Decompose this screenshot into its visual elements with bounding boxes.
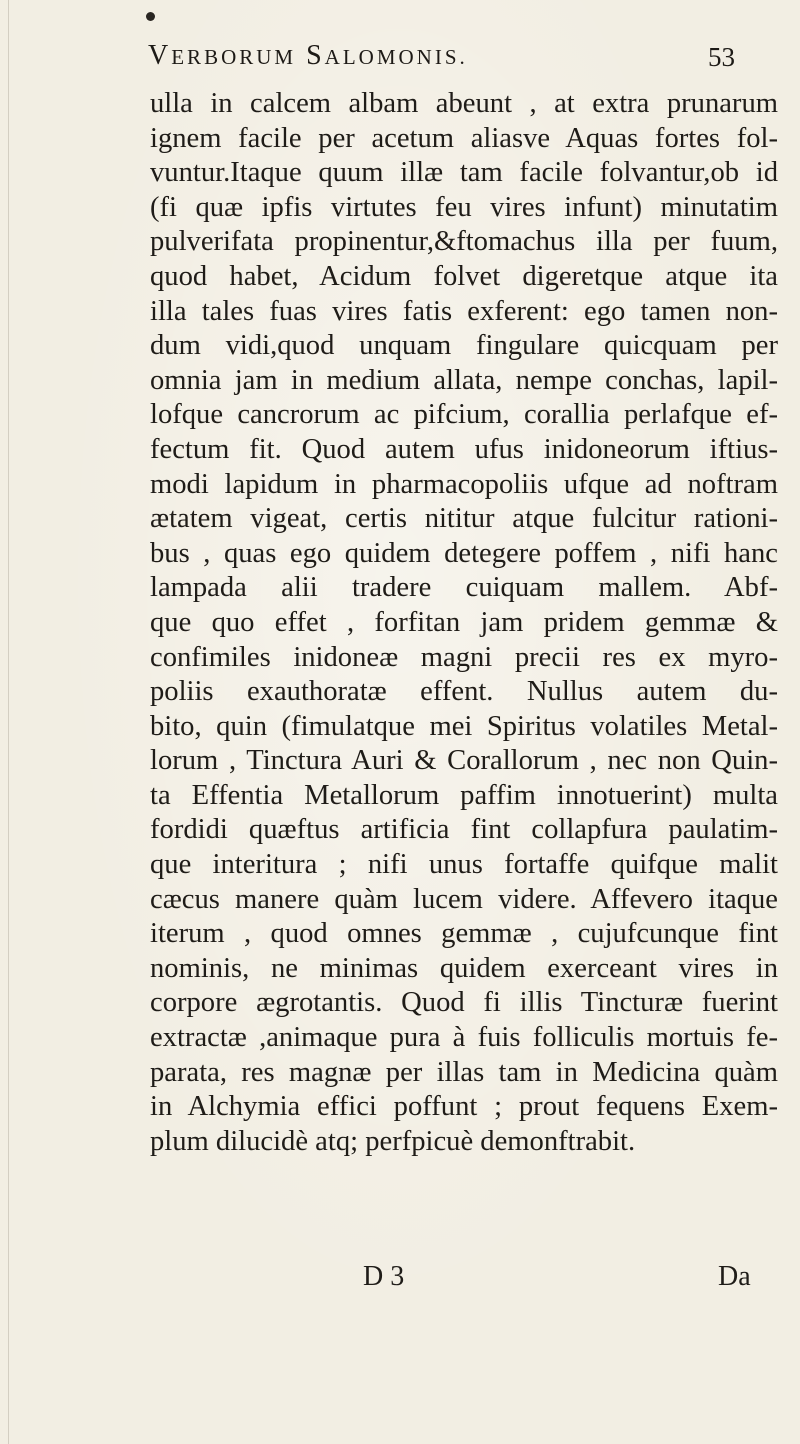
text-line: iterum , quod omnes gemmæ , cujufcunque fint	[150, 918, 778, 950]
text-line: corpore ægrotantis. Quod fi illis Tincturæ fuerint	[150, 987, 778, 1019]
text-line: que interitura ; nifi unus fortaffe quifque malit	[150, 849, 778, 881]
catchword: Da	[718, 1261, 751, 1292]
text-line: vuntur.Itaque quum illæ tam facile folvantur,ob id	[150, 157, 778, 189]
text-line: modi lapidum in pharmacopoliis ufque ad noftram	[150, 468, 778, 500]
text-line: parata, res magnæ per illas tam in Medicina quàm	[150, 1056, 778, 1088]
text-line: in Alchymia effici poffunt ; prout fequens Exem-	[150, 1091, 778, 1123]
signature-mark: D 3	[363, 1261, 405, 1292]
body-text	[150, 87, 778, 1159]
text-line: ulla in calcem albam abeunt , at extra prunarum	[150, 88, 778, 119]
text-line: omnia jam in medium allata, nempe conchas, lapil-	[150, 364, 778, 396]
text-line: bus , quas ego quidem detegere poffem , nifi hanc	[150, 537, 778, 569]
text-line: dum vidi,quod unquam fingulare quicquam per	[150, 330, 778, 362]
text-line: ta Effentia Metallorum paffim innotuerint) multa	[150, 779, 778, 811]
text-line: poliis exauthoratæ effent. Nullus autem du-	[150, 676, 778, 708]
text-line: bito, quin (fimulatque mei Spiritus volatiles Metal-	[150, 710, 778, 742]
running-head	[148, 40, 628, 72]
ink-dot	[146, 12, 155, 21]
text-line: fectum fit. Quod autem ufus inidoneorum iftius-	[150, 433, 778, 465]
text-line: (fi quæ ipfis virtutes feu vires infunt) minutatim	[150, 191, 778, 223]
text-line: que quo effet , forfitan jam pridem gemmæ &	[150, 606, 778, 638]
text-line: illa tales fuas vires fatis exferent: ego tamen non-	[150, 295, 778, 327]
text-line: ætatem vigeat, certis nititur atque fulcitur rationi-	[150, 503, 778, 535]
text-line: pulverifata propinentur,&ftomachus illa per fuum,	[150, 226, 778, 258]
text-line: plum dilucidè atq; perfpicuè demonftrabit.	[150, 1125, 636, 1157]
text-line: extractæ ,animaque pura à fuis folliculis mortuis fe-	[150, 1022, 778, 1054]
text-line: nominis, ne minimas quidem exerceant vires in	[150, 952, 778, 984]
text-line: confimiles inidoneæ magni precii res ex myro-	[150, 641, 778, 673]
page-gutter-edge	[8, 0, 9, 1444]
running-head-title: VERBORUM SALOMONIS.	[148, 40, 468, 71]
text-line: fordidi quæftus artificia fint collapfura paulatim-	[150, 814, 778, 846]
text-line: cæcus manere quàm lucem videre. Affevero itaque	[150, 883, 778, 915]
text-line: lorum , Tinctura Auri & Corallorum , nec non Quin-	[150, 745, 778, 777]
text-line: lofque cancrorum ac pifcium, corallia perlafque ef-	[150, 399, 778, 431]
page-number: 53	[708, 42, 735, 72]
text-line: lampada alii tradere cuiquam mallem. Abf-	[150, 572, 778, 604]
text-line: ignem facile per acetum aliasve Aquas fortes fol-	[150, 122, 778, 154]
text-line: quod habet, Acidum folvet digeretque atque ita	[150, 260, 778, 292]
